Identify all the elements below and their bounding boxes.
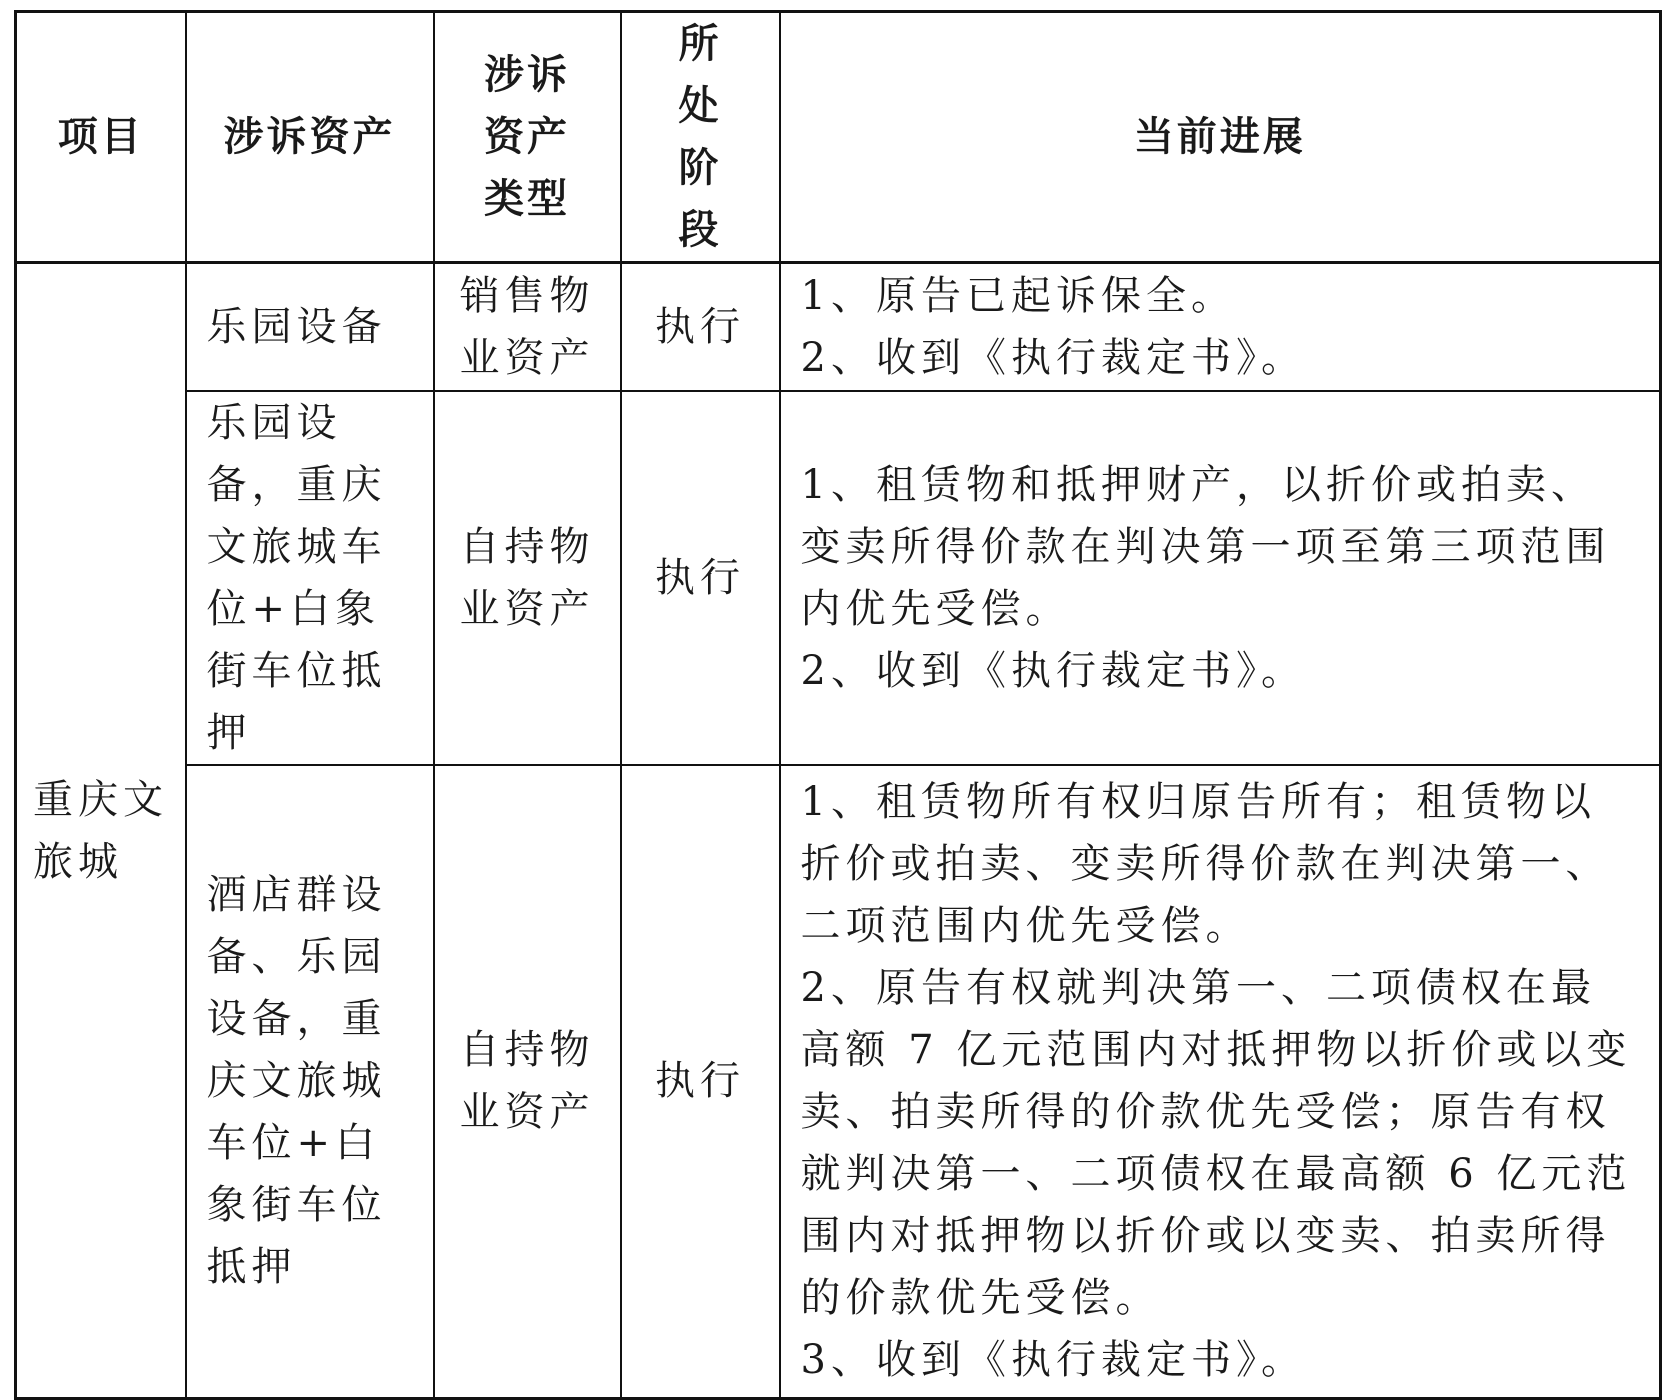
table-row	[16, 765, 1661, 1399]
progress-item: 3、收到《执行裁定书》。	[800, 1337, 1306, 1384]
progress-cell	[780, 765, 1661, 1399]
table-row	[16, 391, 1661, 765]
header-progress: 当前进展	[780, 12, 1661, 263]
asset-cell: 乐园设备	[186, 263, 434, 391]
asset-type-cell: 自持物业资产	[434, 391, 621, 765]
asset-cell: 乐园设备，重庆文旅城车位+白象街车位抵押	[186, 391, 434, 765]
table-row	[16, 263, 1661, 391]
progress-item: 2、收到《执行裁定书》。	[800, 334, 1306, 381]
litigation-table-container	[14, 10, 1662, 1384]
asset-cell: 酒店群设备、乐园设备，重庆文旅城车位+白象街车位抵押	[186, 765, 434, 1399]
asset-type-cell: 自持物业资产	[434, 765, 621, 1399]
stage-cell: 执行	[621, 391, 780, 765]
progress-cell	[780, 263, 1661, 391]
header-stage: 所处阶段	[621, 12, 780, 263]
table-header-row	[16, 12, 1661, 263]
asset-type-cell: 销售物业资产	[434, 263, 621, 391]
progress-item: 2、原告有权就判决第一、二项债权在最高额 7 亿元范围内对抵押物以折价或以变卖、拍卖所得的价款优先受偿；原告有权就判决第一、二项债权在最高额 6 亿元范围内对抵押物以折价或以变卖、拍卖所得的价款优先受偿。	[800, 965, 1632, 1322]
progress-item: 1、原告已起诉保全。	[800, 272, 1236, 319]
header-asset-type: 涉诉资产类型	[434, 12, 621, 263]
progress-item: 1、租赁物所有权归原告所有；租赁物以折价或拍卖、变卖所得价款在判决第一、二项范围内优先受偿。	[800, 779, 1611, 950]
progress-item: 1、租赁物和抵押财产，以折价或拍卖、变卖所得价款在判决第一项至第三项范围内优先受偿。	[800, 461, 1611, 632]
header-asset: 涉诉资产	[186, 12, 434, 263]
litigation-assets-table	[14, 10, 1662, 1400]
stage-cell: 执行	[621, 765, 780, 1399]
progress-cell	[780, 391, 1661, 765]
project-cell: 重庆文旅城	[16, 263, 186, 1399]
header-project: 项目	[16, 12, 186, 263]
stage-cell: 执行	[621, 263, 780, 391]
progress-item: 2、收到《执行裁定书》。	[800, 647, 1306, 694]
